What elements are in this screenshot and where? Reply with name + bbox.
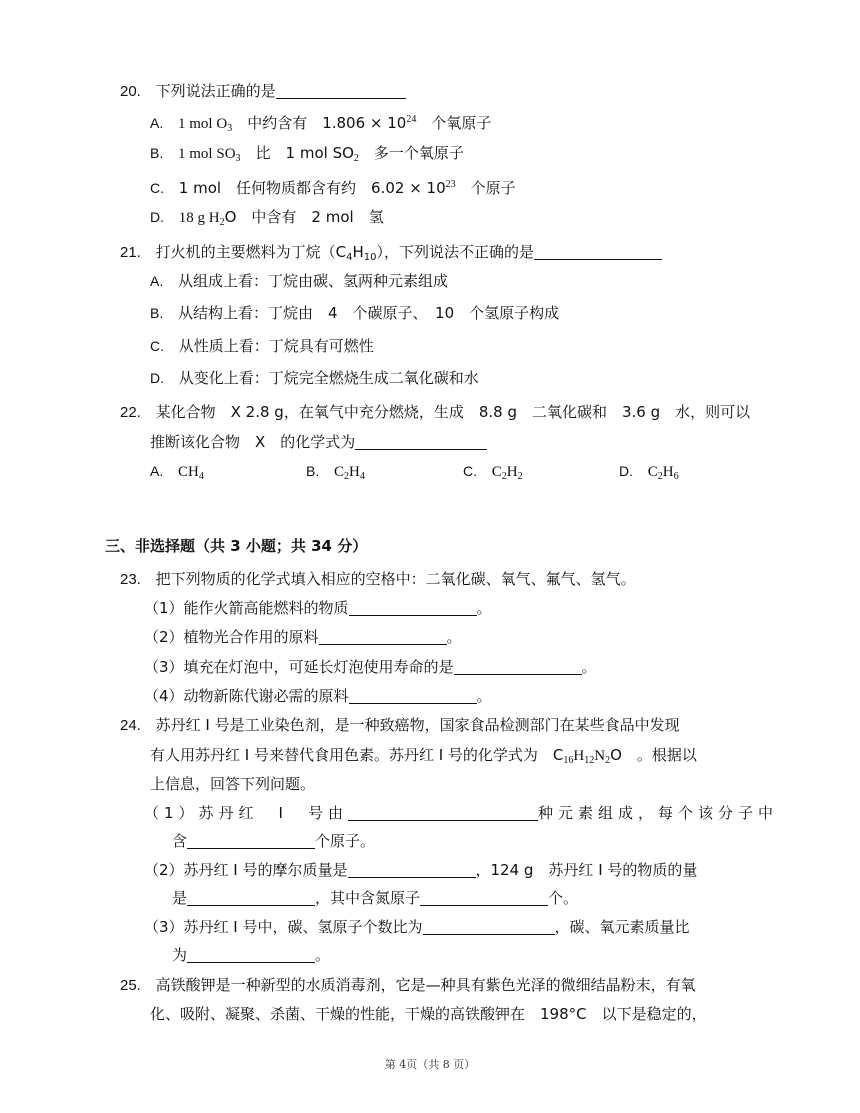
option-text: 多一个氧原子 xyxy=(358,144,464,162)
item-text: （1）苏丹红 I 号由 xyxy=(144,804,348,822)
q23-stem xyxy=(120,569,636,590)
q22-option-b[interactable] xyxy=(306,461,365,487)
q23-item-1 xyxy=(144,598,492,618)
option-text: 从组成上看：丁烷由碳、氢两种元素组成 xyxy=(178,272,449,290)
option-text: H xyxy=(506,464,518,480)
question-text: 有人用苏丹红 I 号来替代食用色素。苏丹红 I 号的化学式为 C xyxy=(150,746,564,764)
q22-stem-line1 xyxy=(120,402,750,423)
question-text: 推断该化合物 X 的化学式为 xyxy=(150,433,356,451)
answer-blank[interactable] xyxy=(319,628,447,645)
question-number: 21. xyxy=(120,244,141,261)
subscript: 3 xyxy=(227,123,233,134)
item-text: 。 xyxy=(446,628,462,646)
option-letter: B. xyxy=(150,305,164,321)
item-text: 。 xyxy=(476,599,492,617)
q24-part-2 xyxy=(144,860,697,880)
question-text: 把下列物质的化学式填入相应的空格中：二氧化碳、氧气、氟气、氢气。 xyxy=(155,570,636,588)
option-letter: A. xyxy=(150,273,164,289)
q21-option-b[interactable] xyxy=(150,303,559,323)
item-text: （1）能作火箭高能燃料的物质 xyxy=(144,599,349,617)
item-text: （3）苏丹红 I 号中，碳、氢原子个数比为 xyxy=(144,918,423,936)
section-heading: 三、非选择题（共 3 小题；共 34 分） xyxy=(105,537,368,555)
q21-option-a[interactable] xyxy=(150,271,448,291)
q24-part-3-cont xyxy=(172,945,330,965)
question-number: 20. xyxy=(120,83,141,100)
question-text: 高铁酸钾是一种新型的水质消毒剂，它是—种具有紫色光泽的微细结晶粉末，有氧 xyxy=(155,976,696,994)
answer-blank[interactable] xyxy=(420,889,548,906)
option-letter: D. xyxy=(150,370,164,386)
q21-option-d[interactable] xyxy=(150,368,479,388)
subscript: 4 xyxy=(346,252,353,263)
item-text: 。 xyxy=(315,946,331,964)
answer-blank[interactable] xyxy=(355,433,487,450)
option-text: C xyxy=(491,464,502,480)
q20-option-c[interactable] xyxy=(150,175,516,198)
option-text: H xyxy=(349,464,360,480)
answer-blank[interactable] xyxy=(423,918,555,935)
subscript: 2 xyxy=(344,471,350,482)
question-number: 23. xyxy=(120,571,141,588)
subscript: 2 xyxy=(657,471,663,482)
option-letter: A. xyxy=(150,115,164,131)
item-text: 为 xyxy=(172,946,188,964)
question-number: 24. xyxy=(120,717,141,734)
q22-option-d[interactable] xyxy=(619,461,679,487)
q25-stem-line1 xyxy=(120,975,696,996)
answer-blank[interactable] xyxy=(187,946,315,963)
superscript: 23 xyxy=(445,179,456,190)
subscript: 3 xyxy=(235,153,241,164)
item-text: （4）动物新陈代谢必需的原料 xyxy=(144,687,349,705)
question-text: 下列说法正确的是 xyxy=(155,82,276,100)
option-letter: C. xyxy=(150,338,164,354)
option-letter: C. xyxy=(150,180,164,196)
q21-option-c[interactable] xyxy=(150,336,374,356)
option-text: O 中含有 2 mol 氢 xyxy=(224,208,384,226)
q24-part-3 xyxy=(144,917,690,937)
answer-blank[interactable] xyxy=(187,832,315,849)
question-number: 25. xyxy=(120,977,141,994)
option-text: 个原子 xyxy=(455,179,516,197)
q24-part-1-cont xyxy=(172,831,375,851)
question-text: 某化合物 X 2.8 g，在氧气中充分燃烧，生成 8.8 g 二氧化碳和 3.6 g 水，则可以 xyxy=(155,403,751,421)
subscript: 6 xyxy=(673,471,679,482)
option-text: 个氧原子 xyxy=(416,114,492,132)
item-text: 。 xyxy=(476,687,492,705)
question-text: 打火机的主要燃料为丁烷（C xyxy=(155,243,347,261)
answer-blank[interactable] xyxy=(349,687,477,704)
option-text: 18 g H xyxy=(178,210,220,226)
subscript: 2 xyxy=(501,471,507,482)
q20-option-d[interactable] xyxy=(150,207,384,233)
option-letter: A. xyxy=(150,463,164,479)
answer-blank[interactable] xyxy=(348,804,538,821)
question-text: H xyxy=(573,748,585,764)
option-letter: D. xyxy=(150,209,164,225)
item-text: ，124 g 苏丹红 I 号的物质的量 xyxy=(475,861,698,879)
q23-item-4 xyxy=(144,686,492,706)
option-text: 1 mol 任何物质都含有约 6.02 × 10 xyxy=(178,179,446,197)
option-text: 中约含有 1.806 × 10 xyxy=(232,114,407,132)
item-text: 个原子。 xyxy=(315,832,376,850)
q22-stem-line2 xyxy=(150,432,487,452)
question-text: ），下列说法不正确的是 xyxy=(376,243,535,261)
item-text: 个。 xyxy=(548,889,579,907)
q24-stem-line1 xyxy=(120,715,680,736)
option-text: C xyxy=(334,464,345,480)
answer-blank[interactable] xyxy=(187,889,315,906)
item-text: （3）填充在灯泡中，可延长灯泡使用寿命的是 xyxy=(144,658,454,676)
answer-blank[interactable] xyxy=(454,658,582,675)
option-letter: C. xyxy=(463,463,477,479)
item-text: 种元素组成，每个该分子中 xyxy=(537,804,778,822)
q21-stem xyxy=(120,242,662,268)
option-text: 1 mol SO xyxy=(178,146,236,162)
subscript: 12 xyxy=(584,755,595,766)
question-text: O 。根据以 xyxy=(610,746,697,764)
question-text: N xyxy=(594,748,606,764)
question-text: 苏丹红 I 号是工业染色剂，是一种致癌物，国家食品检测部门在某些食品中发现 xyxy=(155,716,680,734)
subscript: 10 xyxy=(363,252,377,263)
page-footer: 第 4页（共 8 页） xyxy=(384,1058,476,1071)
item-text: ，碳、氧元素质量比 xyxy=(554,918,690,936)
answer-blank[interactable] xyxy=(349,599,477,616)
item-text: 。 xyxy=(581,658,597,676)
subscript: 16 xyxy=(563,755,574,766)
superscript: 24 xyxy=(406,114,417,125)
q20-option-a[interactable] xyxy=(150,110,491,139)
option-text: C xyxy=(647,464,658,480)
option-text: CH xyxy=(178,464,199,480)
q24-stem-line3: 上信息，回答下列问题。 xyxy=(150,775,316,793)
q24-part-1 xyxy=(144,803,778,823)
item-text: ，其中含氮原子 xyxy=(315,889,421,907)
option-letter: D. xyxy=(619,463,633,479)
q23-item-2 xyxy=(144,627,462,647)
q25-stem-line2: 化、吸附、凝聚、杀菌、干燥的性能，干燥的高铁酸钾在 198°C 以下是稳定的， xyxy=(150,1005,707,1023)
question-text: H xyxy=(352,243,364,261)
subscript: 4 xyxy=(198,471,204,482)
option-letter: B. xyxy=(306,463,320,479)
answer-blank[interactable] xyxy=(348,861,476,878)
option-text: 比 1 mol SO xyxy=(240,144,354,162)
question-number: 22. xyxy=(120,404,141,421)
answer-blank[interactable] xyxy=(276,82,406,99)
subscript: 2 xyxy=(353,153,359,164)
option-text: 从结构上看：丁烷由 4 个碳原子、 10 个氢原子构成 xyxy=(178,304,560,322)
option-text: 从性质上看：丁烷具有可燃性 xyxy=(178,337,374,355)
option-text: 从变化上看：丁烷完全燃烧生成二氧化碳和水 xyxy=(178,369,479,387)
subscript: 2 xyxy=(605,755,611,766)
q20-stem xyxy=(120,81,406,102)
item-text: 含 xyxy=(172,832,188,850)
subscript: 2 xyxy=(517,471,523,482)
q23-item-3 xyxy=(144,657,597,677)
q22-option-a[interactable] xyxy=(150,461,204,487)
option-text: 1 mol O xyxy=(178,116,228,132)
q24-part-2-cont xyxy=(172,888,578,908)
q22-option-c[interactable] xyxy=(463,461,523,487)
subscript: 2 xyxy=(219,217,225,228)
option-letter: B. xyxy=(150,145,164,161)
q20-option-b[interactable] xyxy=(150,143,464,169)
answer-blank[interactable] xyxy=(534,243,662,260)
option-text: H xyxy=(662,464,674,480)
item-text: （2）植物光合作用的原料 xyxy=(144,628,319,646)
subscript: 4 xyxy=(359,471,365,482)
item-text: （2）苏丹红 I 号的摩尔质量是 xyxy=(144,861,348,879)
q24-stem-line2 xyxy=(150,745,697,771)
item-text: 是 xyxy=(172,889,188,907)
